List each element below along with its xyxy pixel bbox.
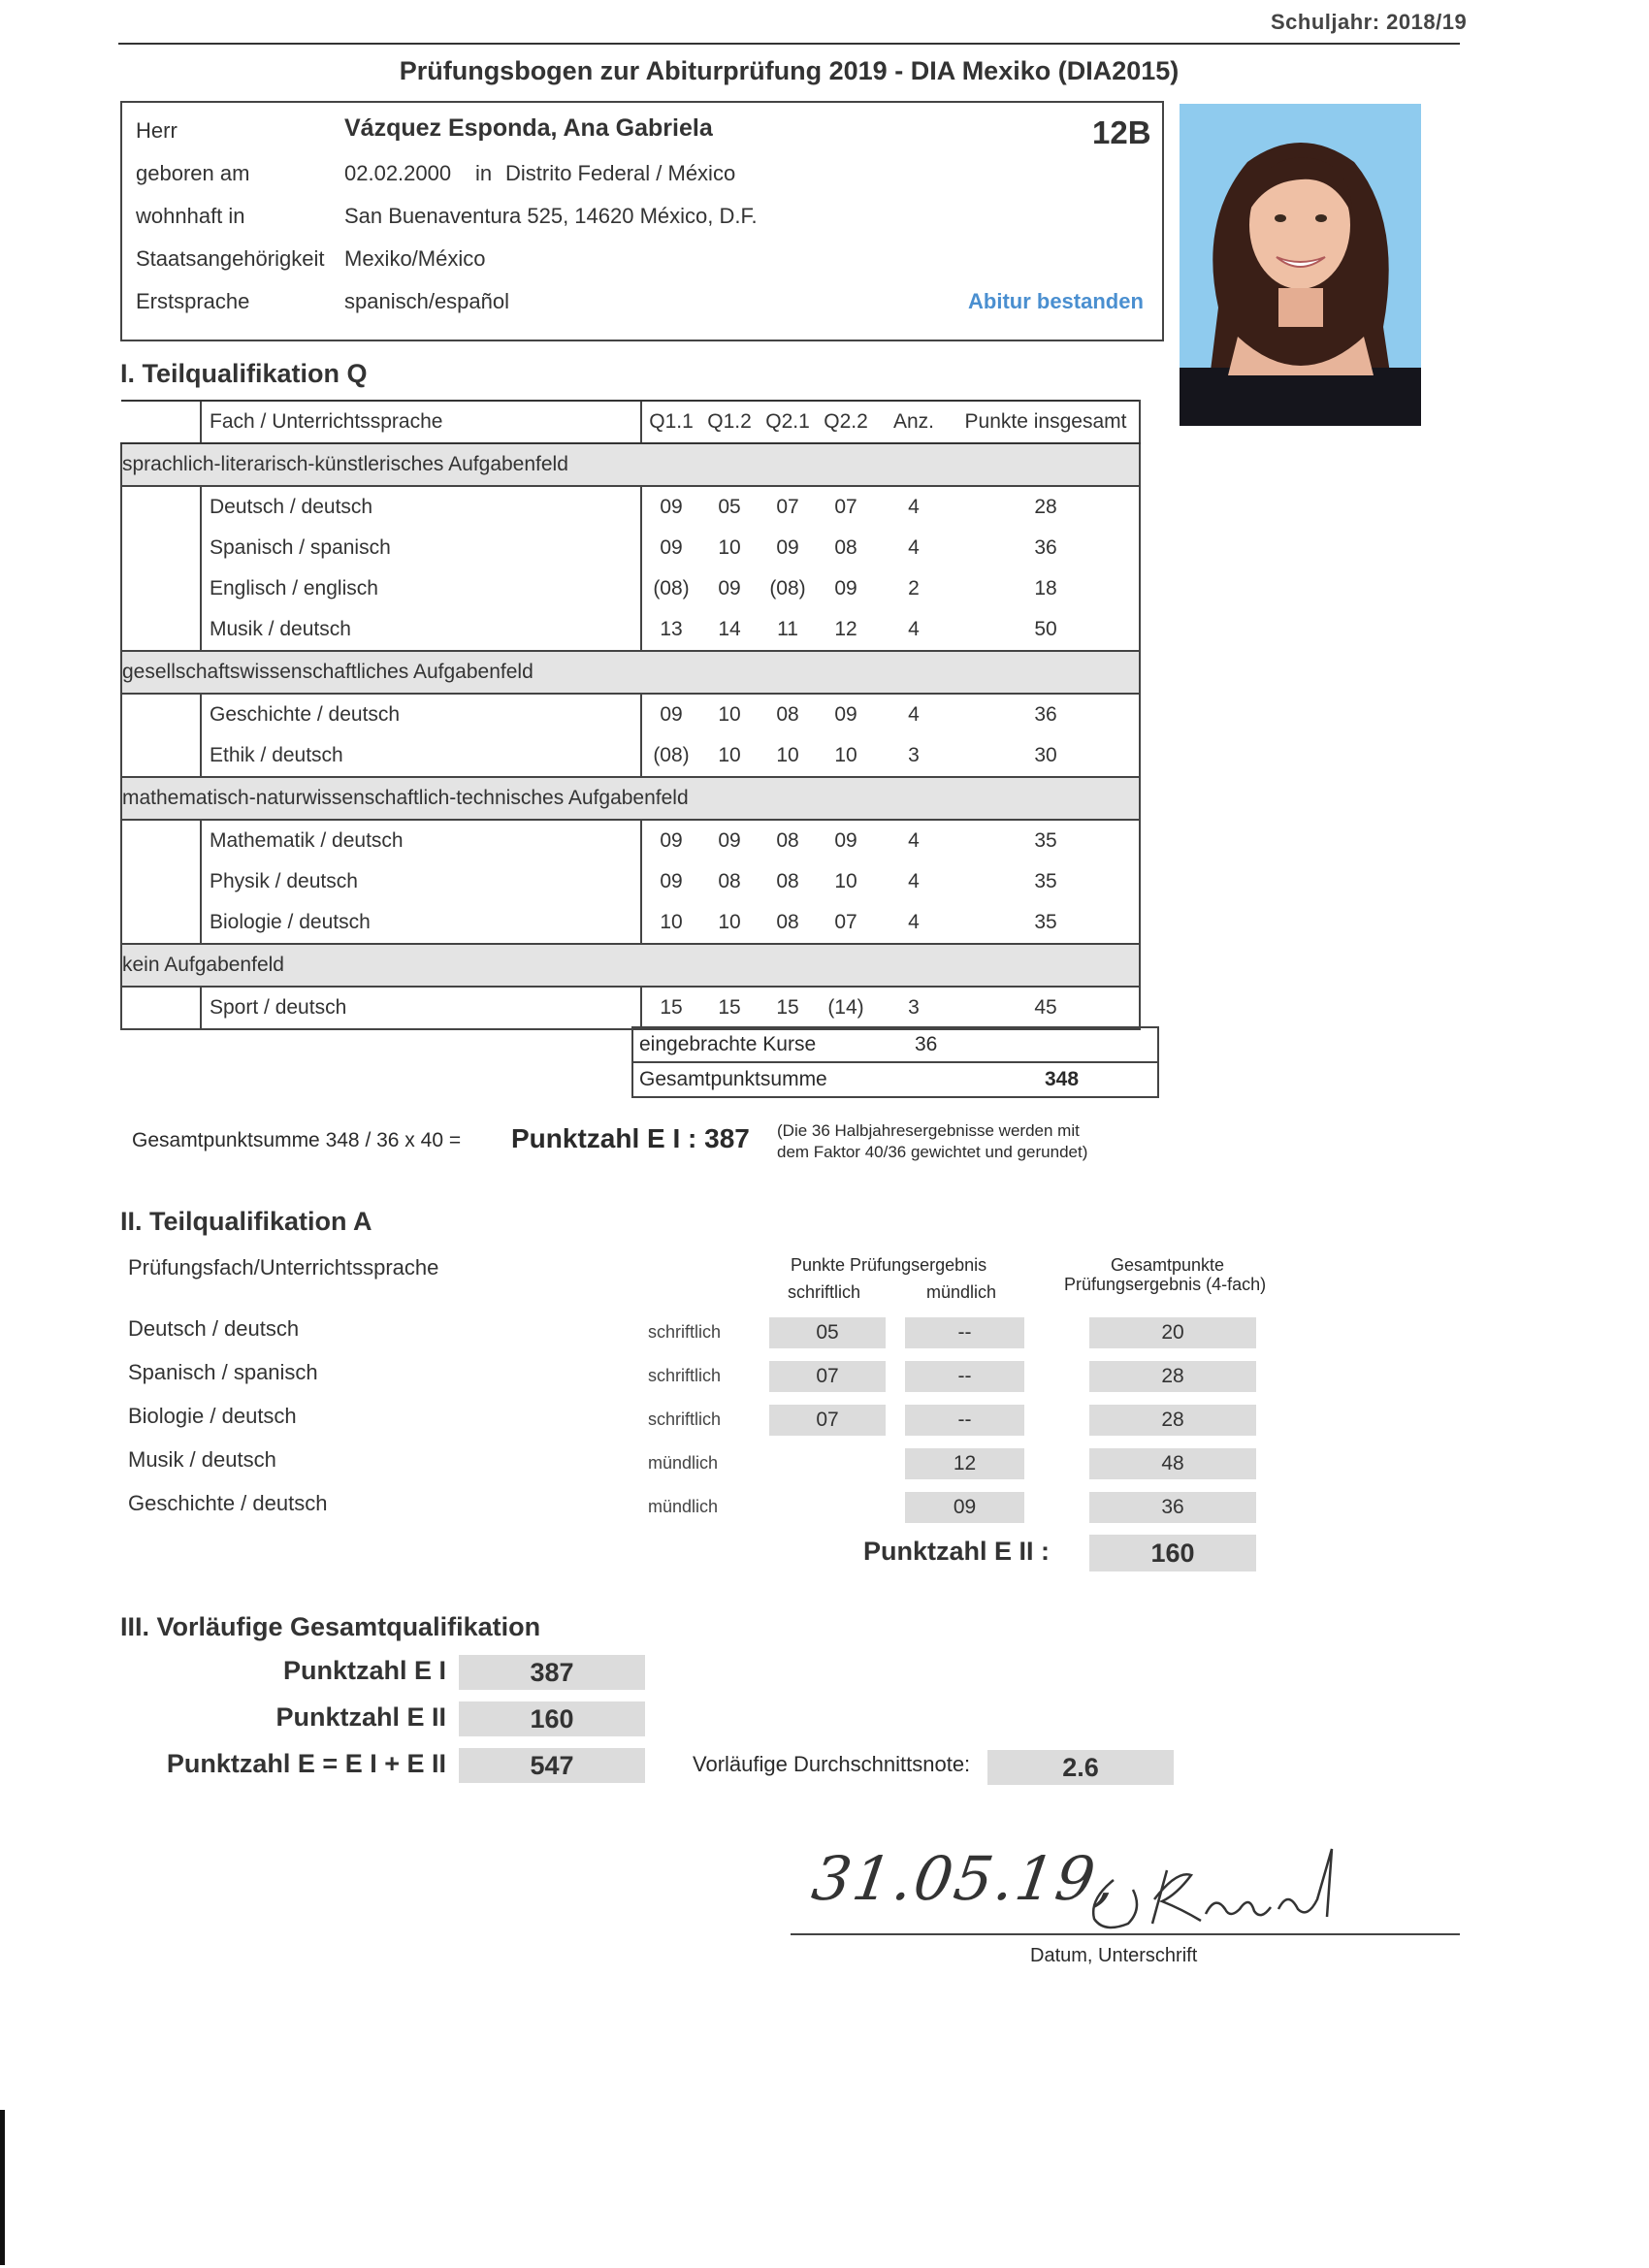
document-title: Prüfungsbogen zur Abiturprüfung 2019 - DIA Mexiko (DIA2015) — [399, 56, 1180, 85]
subject-name: Musik / deutsch — [201, 609, 641, 651]
subject-name: Englisch / englisch — [201, 568, 641, 609]
header-fach: Fach / Unterrichtssprache — [201, 401, 641, 443]
total-points-header-1: Gesamtpunkte — [1111, 1255, 1225, 1275]
header-anz: Anz. — [875, 401, 953, 443]
points-total: 35 — [953, 861, 1140, 902]
table-row — [121, 694, 1140, 735]
courses-box — [631, 1026, 1159, 1063]
grade-q22: (14) — [827, 996, 864, 1019]
exam-subject: Biologie / deutsch — [128, 1404, 297, 1428]
grade-q21: 08 — [776, 703, 799, 726]
student-photo — [1180, 104, 1421, 426]
punktzahl-e2-value: 160 — [1089, 1535, 1256, 1571]
e2-value: 160 — [459, 1701, 645, 1736]
grade-q12: 15 — [718, 996, 741, 1019]
written-score: 07 — [769, 1361, 886, 1392]
exam-type: schriftlich — [648, 1322, 722, 1342]
grade-q11: 09 — [641, 486, 700, 528]
table-row — [121, 902, 1140, 944]
residence-label: wohnhaft in — [136, 204, 245, 228]
oral-score: -- — [905, 1405, 1024, 1436]
residence: San Buenaventura 525, 14620 México, D.F. — [344, 204, 758, 228]
exam-subject: Geschichte / deutsch — [128, 1491, 328, 1515]
grade-q12: 09 — [718, 829, 741, 852]
exam-subject: Spanisch / spanisch — [128, 1360, 318, 1384]
grade-q22: 09 — [834, 577, 857, 599]
subject-name: Sport / deutsch — [201, 987, 641, 1029]
grade-q22: 10 — [834, 744, 857, 766]
grade-q11: 09 — [641, 694, 700, 735]
subject-name: Deutsch / deutsch — [201, 486, 641, 528]
e1-value: 387 — [459, 1655, 645, 1690]
oral-score: -- — [905, 1361, 1024, 1392]
header-punkte: Punkte insgesamt — [953, 401, 1140, 443]
total-score: 28 — [1089, 1405, 1256, 1436]
points-total: 30 — [953, 735, 1140, 777]
total-score: 48 — [1089, 1448, 1256, 1479]
grade-q21: 08 — [776, 870, 799, 892]
subject-name: Ethik / deutsch — [201, 735, 641, 777]
signature-line — [791, 1933, 1460, 1935]
section-3-title: III. Vorläufige Gesamtqualifikation — [120, 1612, 541, 1641]
grade-q22: 12 — [834, 618, 857, 640]
grade-q12: 05 — [718, 496, 741, 518]
average-grade-label: Vorläufige Durchschnittsnote: — [693, 1752, 971, 1776]
courses-label: eingebrachte Kurse — [639, 1033, 817, 1055]
e1-label: Punktzahl E I — [282, 1656, 446, 1685]
handwritten-signature — [1084, 1841, 1366, 1938]
grade-q21: 10 — [776, 744, 799, 766]
count: 3 — [908, 996, 920, 1019]
grade-q11: 09 — [641, 820, 700, 861]
grade-q12: 10 — [718, 703, 741, 726]
grade-q12: 10 — [718, 744, 741, 766]
school-year: Schuljahr: 2018/19 — [1271, 10, 1468, 34]
salutation: Herr — [136, 118, 178, 143]
first-language: spanisch/español — [344, 289, 510, 313]
count: 4 — [908, 911, 920, 933]
first-language-label: Erstsprache — [136, 289, 250, 313]
grade-q21: 08 — [776, 829, 799, 852]
birth-in: in — [475, 161, 493, 185]
status-badge: Abitur bestanden — [968, 289, 1144, 313]
count: 4 — [908, 618, 920, 640]
grade-q11: 09 — [641, 528, 700, 568]
grade-q12: 09 — [718, 577, 741, 599]
subject-name: Mathematik / deutsch — [201, 820, 641, 861]
grade-q11: 09 — [641, 861, 700, 902]
header-q11: Q1.1 — [641, 401, 700, 443]
grade-q21: 07 — [776, 496, 799, 518]
written-score: 07 — [769, 1405, 886, 1436]
total-score: 28 — [1089, 1361, 1256, 1392]
scan-edge-artifact — [0, 2110, 5, 2265]
points-total: 18 — [953, 568, 1140, 609]
oral-score: -- — [905, 1317, 1024, 1348]
nationality-label: Staatsangehörigkeit — [136, 246, 325, 271]
count: 4 — [908, 703, 920, 726]
group-header: kein Aufgabenfeld — [121, 944, 1140, 987]
table-row — [121, 528, 1140, 568]
table-row — [121, 735, 1140, 777]
handwritten-date: 31.05.19, — [807, 1843, 1122, 1914]
section-1-title: I. Teilqualifikation Q — [120, 359, 368, 388]
grade-q11: 10 — [641, 902, 700, 944]
total-sum-value: 348 — [1045, 1068, 1080, 1090]
grade-q22: 07 — [834, 496, 857, 518]
points-total: 45 — [953, 987, 1140, 1029]
count: 4 — [908, 829, 920, 852]
student-name: Vázquez Esponda, Ana Gabriela — [344, 114, 713, 142]
total-sum-label: Gesamtpunktsumme — [639, 1068, 827, 1090]
formula-text: Gesamtpunktsumme 348 / 36 x 40 = — [132, 1129, 462, 1151]
qualification-q-table — [120, 400, 1141, 1030]
grade-q21: 09 — [776, 536, 799, 559]
group-header: sprachlich-literarisch-künstlerisches Aufgabenfeld — [121, 443, 1140, 486]
grade-q22: 09 — [834, 829, 857, 852]
exam-subject-header: Prüfungsfach/Unterrichtssprache — [128, 1255, 439, 1280]
birth-place: Distrito Federal / México — [505, 161, 736, 185]
table-row — [121, 568, 1140, 609]
oral-score: 09 — [905, 1492, 1024, 1523]
grade-q12: 08 — [718, 870, 741, 892]
exam-subject: Deutsch / deutsch — [128, 1316, 300, 1341]
grade-q22: 09 — [834, 703, 857, 726]
grade-q12: 14 — [718, 618, 741, 640]
birth-label: geboren am — [136, 161, 250, 185]
table-row — [121, 609, 1140, 651]
exam-type: mündlich — [648, 1497, 719, 1516]
grade-q21: 08 — [776, 911, 799, 933]
points-total: 36 — [953, 694, 1140, 735]
exam-type: schriftlich — [648, 1366, 722, 1385]
points-total: 36 — [953, 528, 1140, 568]
count: 4 — [908, 536, 920, 559]
subject-name: Physik / deutsch — [201, 861, 641, 902]
points-total: 28 — [953, 486, 1140, 528]
grade-q21: (08) — [769, 577, 806, 599]
written-header: schriftlich — [788, 1282, 861, 1302]
count: 4 — [908, 496, 920, 518]
punktzahl-e2-label: Punktzahl E II : — [863, 1537, 1051, 1566]
grade-q12: 10 — [718, 911, 741, 933]
written-score: 05 — [769, 1317, 886, 1348]
table-row — [121, 987, 1140, 1029]
points-total: 35 — [953, 820, 1140, 861]
grade-q12: 10 — [718, 536, 741, 559]
courses-count: 36 — [915, 1033, 938, 1055]
table-row — [121, 486, 1140, 528]
points-total: 35 — [953, 902, 1140, 944]
class-label: 12B — [1092, 114, 1151, 150]
grade-q21: 15 — [776, 996, 799, 1019]
total-points-header-2: Prüfungsergebnis (4-fach) — [1064, 1275, 1267, 1294]
total-score: 20 — [1089, 1317, 1256, 1348]
average-grade-value: 2.6 — [987, 1750, 1174, 1785]
grade-q11: (08) — [641, 735, 700, 777]
grade-q11: 15 — [641, 987, 700, 1029]
grade-q11: (08) — [641, 568, 700, 609]
grade-q11: 13 — [641, 609, 700, 651]
e-total-value: 547 — [459, 1748, 645, 1783]
exam-type: mündlich — [648, 1453, 719, 1473]
exam-subject: Musik / deutsch — [128, 1447, 276, 1472]
count: 4 — [908, 870, 920, 892]
group-header: gesellschaftswissenschaftliches Aufgabenfeld — [121, 651, 1140, 694]
count: 2 — [908, 577, 920, 599]
oral-score: 12 — [905, 1448, 1024, 1479]
total-sum-box — [631, 1061, 1159, 1098]
birth-date: 02.02.2000 — [344, 161, 452, 185]
grade-q22: 07 — [834, 911, 857, 933]
header-q22: Q2.2 — [817, 401, 875, 443]
count: 3 — [908, 744, 920, 766]
points-total: 50 — [953, 609, 1140, 651]
header-q12: Q1.2 — [700, 401, 759, 443]
subject-name: Biologie / deutsch — [201, 902, 641, 944]
weighting-note-1: (Die 36 Halbjahresergebnisse werden mit — [777, 1121, 1080, 1140]
grade-q21: 11 — [777, 618, 798, 640]
table-row — [121, 820, 1140, 861]
weighting-note-2: dem Faktor 40/36 gewichtet und gerundet) — [777, 1143, 1088, 1161]
e-total-label: Punktzahl E = E I + E II — [166, 1749, 446, 1778]
punktzahl-e1-text: Punktzahl E I : 387 — [511, 1123, 750, 1153]
table-row — [121, 861, 1140, 902]
nationality: Mexiko/México — [344, 246, 486, 271]
grade-q22: 08 — [834, 536, 857, 559]
group-header: mathematisch-naturwissenschaftlich-technisches Aufgabenfeld — [121, 777, 1140, 820]
e2-label: Punktzahl E II — [275, 1702, 446, 1732]
header-q21: Q2.1 — [759, 401, 817, 443]
signature-caption: Datum, Unterschrift — [1030, 1945, 1198, 1966]
subject-name: Spanisch / spanisch — [201, 528, 641, 568]
exam-points-header: Punkte Prüfungsergebnis — [791, 1255, 987, 1275]
header-rule — [118, 43, 1460, 45]
oral-header: mündlich — [926, 1282, 997, 1302]
grade-q22: 10 — [834, 870, 857, 892]
section-2-title: II. Teilqualifikation A — [120, 1207, 372, 1236]
total-score: 36 — [1089, 1492, 1256, 1523]
exam-type: schriftlich — [648, 1409, 722, 1429]
subject-name: Geschichte / deutsch — [201, 694, 641, 735]
